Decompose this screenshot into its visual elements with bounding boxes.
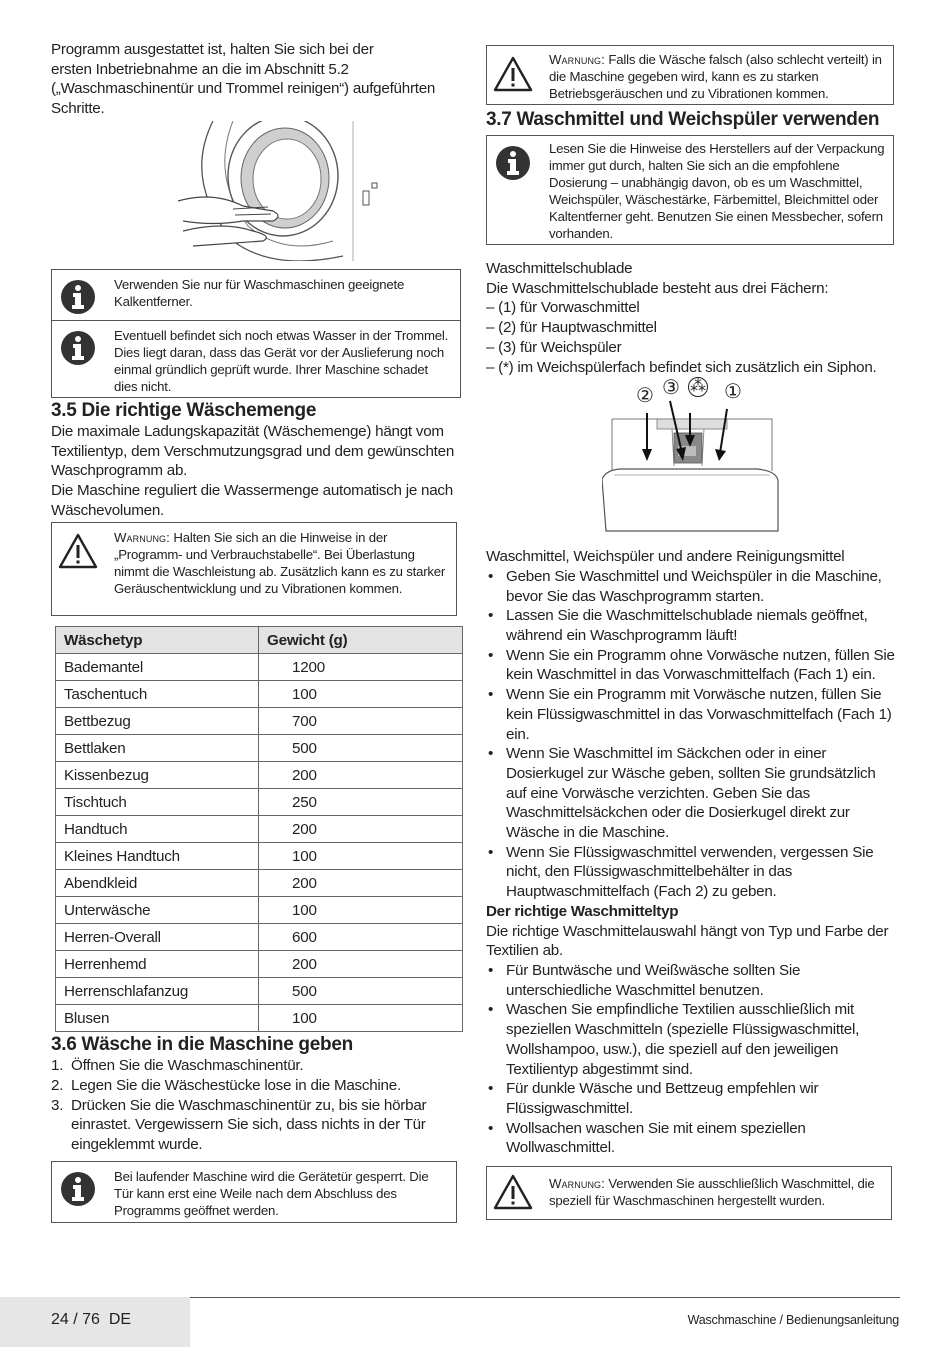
table-row xyxy=(56,924,463,951)
door-cleaning-illustration xyxy=(173,121,403,261)
warning-text: Falls die Wäsche falsch (also schlecht verteilt) in die Maschine gegeben wird, kann es zu starken Betriebsgeräuschen und zu Vibrationen kommen. xyxy=(549,52,882,101)
list-item: 3. Drücken Sie die Waschmaschinentür zu, bis sie hörbar einrastet. Vergewissern Sie sich, dass nichts in der Tür eingeklemmt wurde. xyxy=(51,1096,427,1154)
info-text: Verwenden Sie nur für Waschmaschinen geeignete Kalkentferner. xyxy=(114,276,405,309)
laundry-weight-table xyxy=(55,626,463,1032)
right-column xyxy=(486,45,896,1220)
table-cell: Kleines Handtuch xyxy=(56,843,259,870)
table-row xyxy=(56,681,463,708)
left-column xyxy=(51,40,461,1223)
drawer-line: – (2) für Hauptwaschmittel xyxy=(486,319,657,337)
compartment-label-2: ② xyxy=(636,385,654,408)
detergent-drawer-illustration xyxy=(602,377,782,541)
table-cell: Abendkleid xyxy=(56,870,259,897)
table-row xyxy=(56,978,463,1005)
detergent-list xyxy=(486,567,896,902)
paragraph: Die maximale Ladungskapazität (Wäschemenge) hängt vom Textilientyp, dem Verschmutzungsgrad und dem gewünschten Waschprogramm ab. xyxy=(51,422,455,480)
info-text: Lesen Sie die Hinweise des Herstellers auf der Verpackung immer gut durch, halten Sie sich an die empfohlene Dosierung – unabhängig davon, ob es um Waschmittel, Weichspüler, Wäschestärke, Färbemittel, Bleichmittel oder Kaltentferner geht. Benutzen Sie einen Messbecher, sofern vorhanden. xyxy=(549,141,885,241)
info-box-door-lock xyxy=(51,1161,457,1223)
table-cell: 100 xyxy=(259,681,463,708)
info-text: Bei laufender Maschine wird die Gerätetür gesperrt. Die Tür kann erst eine Weile nach dem Abschluss des Programms geöffnet werden. xyxy=(114,1168,429,1218)
list-item: • Geben Sie Waschmittel und Weichspüler in die Maschine, bevor Sie das Waschprogramm starten. xyxy=(486,567,896,606)
document-title: Waschmaschine / Bedienungsanleitung xyxy=(687,1313,899,1327)
table-cell: 100 xyxy=(259,1005,463,1032)
list-item: • Wollsachen waschen Sie mit einem speziellen Wollwaschmittel. xyxy=(486,1119,896,1158)
intro-text: Programm ausgestattet ist, halten Sie sich bei der ersten Inbetriebnahme an die im Abschnitt 5.2 („Waschmaschinentür und Trommel reinigen“) aufgeführten Schritte. xyxy=(51,41,436,118)
detergent-type-section xyxy=(486,902,896,1158)
list-item: 1. Öffnen Sie die Waschmaschinentür. xyxy=(51,1057,304,1075)
table-cell: Bettbezug xyxy=(56,708,259,735)
table-cell: 1200 xyxy=(259,654,463,681)
list-item: • Für Buntwäsche und Weißwäsche sollten Sie unterschiedliche Waschmittel benutzen. xyxy=(486,961,896,1000)
drawer-line: – (3) für Weichspüler xyxy=(486,338,622,356)
list-item: • Wenn Sie Waschmittel im Säckchen oder in einer Dosierkugel zur Wäsche geben, sollten Sie grundsätzlich auf eine Vorwäsche verzichten. Geben Sie das Waschmittelsäckchen oder die Dosierkugel direkt zur Wäsche in die Maschine. xyxy=(486,744,896,843)
drawer-line: – (1) für Vorwaschmittel xyxy=(486,299,640,317)
compartment-label-1: ① xyxy=(724,381,742,404)
load-steps-list xyxy=(51,1056,461,1155)
info-icon xyxy=(52,1162,104,1208)
warning-text: Halten Sie sich an die Hinweise in der „Programm- und Verbrauchstabelle“. Bei Überlastung nimmt die Waschleistung ab. Zusätzlich kann es zu starker Geräuschentwicklung und zu Vibrationen kommen. xyxy=(114,530,446,597)
warning-icon xyxy=(487,1167,539,1210)
table-row xyxy=(56,897,463,924)
list-item: • Lassen Sie die Waschmittelschublade niemals geöffnet, während ein Waschprogramm läuft! xyxy=(486,606,896,645)
info-icon xyxy=(52,321,104,367)
section-title-3-6: 3.6 Wäsche in die Maschine geben xyxy=(51,1034,353,1056)
detergents-section xyxy=(486,547,896,902)
warning-text: Verwenden Sie ausschließlich Waschmittel, die speziell für Waschmaschinen hergestellt wurden. xyxy=(549,1176,875,1209)
table-row xyxy=(56,708,463,735)
table-cell: Herren-Overall xyxy=(56,924,259,951)
siphon-label: ⁂ xyxy=(690,378,706,396)
warning-box-detergent xyxy=(486,1166,892,1220)
table-cell: Unterwäsche xyxy=(56,897,259,924)
table-cell: Handtuch xyxy=(56,816,259,843)
table-cell: Taschentuch xyxy=(56,681,259,708)
table-cell: 200 xyxy=(259,816,463,843)
paragraph: Die richtige Waschmittelauswahl hängt von Typ und Farbe der Textilien ab. xyxy=(486,922,889,960)
warning-label: Warnung: xyxy=(549,52,605,67)
compartment-label-3: ③ xyxy=(662,377,680,400)
footer-divider xyxy=(190,1297,900,1298)
table-cell: 600 xyxy=(259,924,463,951)
list-item: • Wenn Sie ein Programm ohne Vorwäsche nutzen, füllen Sie kein Waschmittel in das Vorwaschmittelfach (Fach 1) ein. xyxy=(486,646,896,685)
list-item: • Wenn Sie Flüssigwaschmittel verwenden, vergessen Sie nicht, den Flüssigwaschmittelbehälter in das Hauptwaschmittelfach (Fach 2) zu geben. xyxy=(486,843,896,902)
warning-icon xyxy=(52,523,104,569)
subheading: Waschmittel, Weichspüler und andere Reinigungsmittel xyxy=(486,548,845,566)
list-item: • Für dunkle Wäsche und Bettzeug empfehlen wir Flüssigwaschmittel. xyxy=(486,1079,896,1118)
table-row xyxy=(56,843,463,870)
table-row xyxy=(56,816,463,843)
list-item: • Wenn Sie ein Programm mit Vorwäsche nutzen, füllen Sie kein Flüssigwaschmittel in das Vorwaschmittelfach (Fach 1) ein. xyxy=(486,685,896,744)
warning-icon xyxy=(487,46,539,92)
table-cell: Herrenhemd xyxy=(56,951,259,978)
info-text: Eventuell befindet sich noch etwas Wasser in der Trommel. Dies liegt daran, dass das Gerät vor der Auslieferung noch einmal gründlich geprüft wurde. Ihrer Maschine schadet dies nicht. xyxy=(114,327,449,394)
drawer-line: – (*) im Weichspülerfach befindet sich zusätzlich ein Siphon. xyxy=(486,358,877,376)
table-header: Wäschetyp xyxy=(56,627,259,654)
table-cell: 200 xyxy=(259,951,463,978)
table-cell: 200 xyxy=(259,762,463,789)
table-row xyxy=(56,654,463,681)
page-number: 24 / 76 DE xyxy=(51,1311,132,1328)
info-icon xyxy=(52,270,104,316)
drawer-line: Die Waschmittelschublade besteht aus drei Fächern: xyxy=(486,279,829,297)
info-box-water xyxy=(51,320,461,398)
warning-label: Warnung: xyxy=(549,1176,605,1192)
table-cell: Blusen xyxy=(56,1005,259,1032)
table-cell: 500 xyxy=(259,735,463,762)
page-footer xyxy=(0,1297,950,1347)
table-cell: 500 xyxy=(259,978,463,1005)
table-cell: Bettlaken xyxy=(56,735,259,762)
warning-box-overload xyxy=(51,522,457,616)
paragraph: Die Maschine reguliert die Wassermenge automatisch je nach Wäschevolumen. xyxy=(51,481,453,519)
warning-box-distribution xyxy=(486,45,894,105)
table-row xyxy=(56,762,463,789)
subheading: Waschmittelschublade xyxy=(486,260,633,277)
list-item: 2. Legen Sie die Wäschestücke lose in die Maschine. xyxy=(51,1077,401,1095)
table-row xyxy=(56,789,463,816)
detergent-type-list xyxy=(486,961,896,1158)
table-cell: 100 xyxy=(259,843,463,870)
info-box-descaler xyxy=(51,269,461,321)
table-cell: Bademantel xyxy=(56,654,259,681)
table-cell: 250 xyxy=(259,789,463,816)
table-cell: 100 xyxy=(259,897,463,924)
detergent-drawer-icon xyxy=(602,391,782,541)
table-cell: 200 xyxy=(259,870,463,897)
subheading: Der richtige Waschmitteltyp xyxy=(486,902,679,920)
table-header: Gewicht (g) xyxy=(259,627,463,654)
table-cell: Herrenschlafanzug xyxy=(56,978,259,1005)
washing-machine-door-icon xyxy=(173,121,403,261)
table-row xyxy=(56,951,463,978)
footer-page-block xyxy=(0,1297,190,1347)
table-cell: Kissenbezug xyxy=(56,762,259,789)
table-cell: 700 xyxy=(259,708,463,735)
info-icon xyxy=(487,136,539,182)
warning-label: Warnung: xyxy=(114,530,170,546)
drawer-section xyxy=(486,259,896,377)
info-box-dosage xyxy=(486,135,894,245)
list-item: • Waschen Sie empfindliche Textilien ausschließlich mit speziellen Waschmitteln (spezielle Flüssigwaschmittel, Wollshampoo, usw.), die speziell auf den jeweiligen Textilientyp abgestimmt sind. xyxy=(486,1000,896,1079)
section-title-3-5: 3.5 Die richtige Wäschemenge xyxy=(51,399,317,421)
table-row xyxy=(56,1005,463,1032)
table-cell: Tischtuch xyxy=(56,789,259,816)
table-row xyxy=(56,870,463,897)
section-title-3-7: 3.7 Waschmittel und Weichspüler verwenden xyxy=(486,109,880,130)
table-header-row xyxy=(56,627,463,654)
table-row xyxy=(56,735,463,762)
